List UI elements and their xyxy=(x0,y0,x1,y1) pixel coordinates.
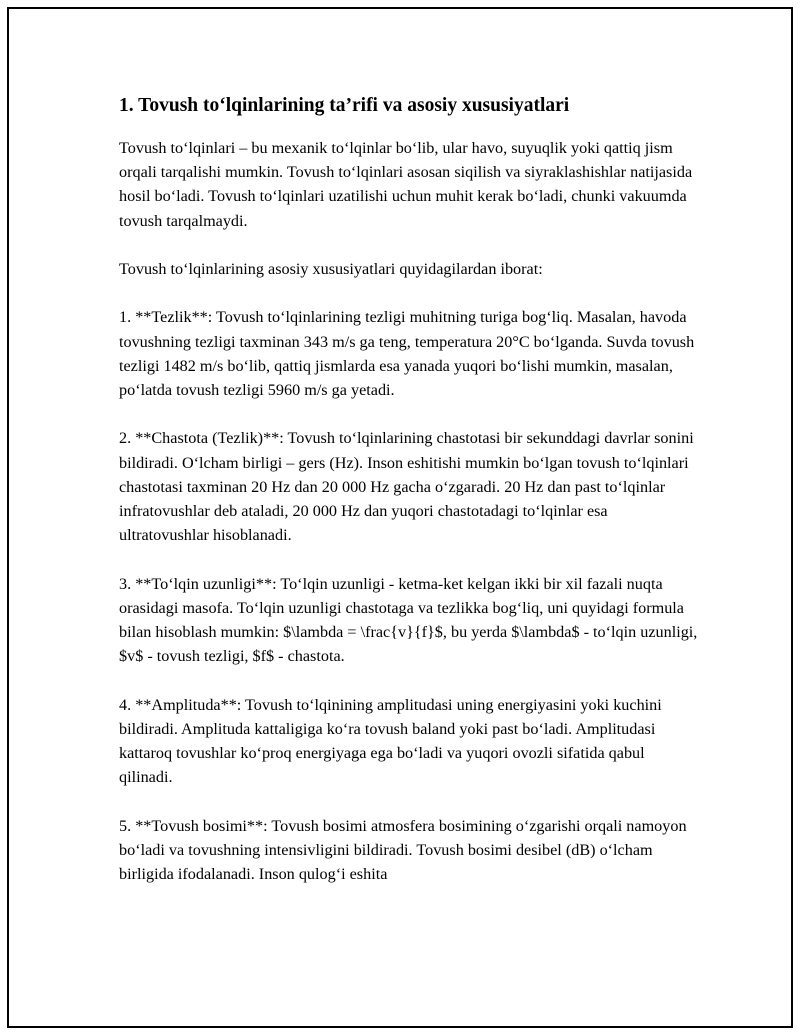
paragraph-amplitude: 4. **Amplituda**: Tovush to‘lqinining amplitudasi uning energiyasini yoki kuchini bildiradi. Amplituda kattaligiga ko‘ra tovush baland yoki past bo‘ladi. Amplitudasi kattaroq tovushlar ko‘proq energiyaga ega bo‘ladi va yuqori ovozli sifatida qabul qilinadi. xyxy=(119,695,662,787)
paragraph-sound-pressure: 5. **Tovush bosimi**: Tovush bosimi atmosfera bosimining o‘zgarishi orqali namoyon bo‘ladi va tovushning intensivligini bildiradi. Tovush bosimi desibel (dB) o‘lcham birligida ifodalanadi. Inson qulog‘i eshita xyxy=(119,816,687,883)
paragraph-intro: Tovush to‘lqinlari – bu mexanik to‘lqinlar bo‘lib, ular havo, suyuqlik yoki qattiq jism orqali tarqalishi mumkin. Tovush to‘lqinlari asosan siqilish va siyraklashishlar natijasida hosil bo‘ladi. Tovush to‘lqinlari uzatilishi uchun muhit kerak bo‘ladi, chunki vakuumda tovush tarqalmaydi. xyxy=(119,139,693,230)
section-heading: 1. Tovush to‘lqinlarining ta’rifi va asosiy xususiyatlari xyxy=(119,95,570,116)
paragraph-speed: 1. **Tezlik**: Tovush to‘lqinlarining tezligi muhitning turiga bog‘liq. Masalan, havoda tovushning tezligi taxminan 343 m/s ga teng, temperatura 20°C bo‘lganda. Suvda tovush tezligi 1482 m/s bo‘lib, qattiq jismlarda esa yanada yuqori bo‘lishi mumkin, masalan, po‘latda tovush tezligi 5960 m/s ga yetadi. xyxy=(119,308,695,399)
document-page xyxy=(7,7,793,1028)
paragraph-frequency: 2. **Chastota (Tezlik)**: Tovush to‘lqinlarining chastotasi bir sekunddagi davrlar sonini bildiradi. O‘lcham birligi – gers (Hz). Inson eshitishi mumkin bo‘lgan tovush to‘lqinlari chastotasi taxminan 20 Hz dan 20 000 Hz gacha o‘zgaradi. 20 Hz dan past to‘lqinlar infratovushlar deb ataladi, 20 000 Hz dan yuqori chastotadagi to‘lqinlar esa ultratovushlar hisoblanadi. xyxy=(119,429,694,545)
paragraph-properties-lead: Tovush to‘lqinlarining asosiy xususiyatlari quyidagilardan iborat: xyxy=(119,260,543,278)
document-content xyxy=(119,93,699,910)
paragraph-wavelength: 3. **To‘lqin uzunligi**: To‘lqin uzunligi - ketma-ket kelgan ikki bir xil fazali nuqta orasidagi masofa. To‘lqin uzunligi chastotaga va tezlikka bog‘liq, uni quyidagi formula bilan hisoblash mumkin: $\lambda = \frac{v}{f}$, bu yerda $\lambda$ - to‘lqin uzunligi, $v$ - tovush tezligi, $f$ - chastota. xyxy=(119,574,698,666)
